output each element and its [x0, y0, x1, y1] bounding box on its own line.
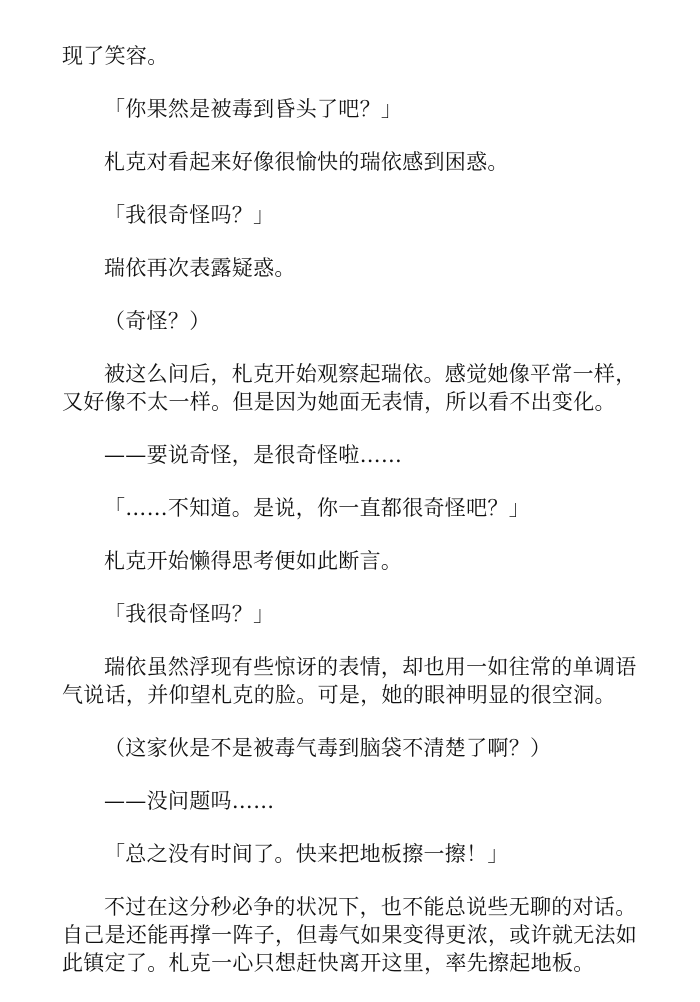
paragraph: 「……不知道。是说，你一直都很奇怪吧？」 — [104, 496, 530, 520]
paragraph: 被这么问后，札克开始观察起瑞依。感觉她像平常一样，又好像不太一样。但是因为她面无表情，所以看不出变化。 — [62, 362, 637, 414]
paragraph: ——要说奇怪，是很奇怪啦…… — [104, 443, 403, 467]
paragraph: 「总之没有时间了。快来把地板擦一擦！」 — [104, 842, 509, 866]
paragraph: ——没问题吗…… — [104, 789, 275, 813]
paragraph: 不过在这分秒必争的状况下，也不能总说些无聊的对话。自己是还能再撑一阵子，但毒气如果变得更浓，或许就无法如此镇定了。札克一心只想赶快离开这里，率先擦起地板。 — [62, 895, 638, 975]
paragraph: 「我很奇怪吗？」 — [104, 203, 275, 227]
paragraph: （这家伙是不是被毒气毒到脑袋不清楚了啊？） — [104, 736, 552, 760]
paragraph: 札克开始懒得思考便如此断言。 — [104, 549, 403, 573]
paragraph: 瑞依虽然浮现有些惊讶的表情，却也用一如往常的单调语气说话，并仰望札克的脸。可是，她的眼神明显的很空洞。 — [62, 655, 637, 707]
paragraph: 札克对看起来好像很愉快的瑞依感到困惑。 — [104, 150, 509, 174]
paragraph: 瑞依再次表露疑惑。 — [104, 256, 296, 280]
paragraph: 「你果然是被毒到昏头了吧？」 — [104, 97, 403, 121]
paragraph: 现了笑容。 — [62, 44, 169, 68]
paragraph: （奇怪？） — [104, 309, 211, 333]
paragraph: 「我很奇怪吗？」 — [104, 602, 275, 626]
document-body — [62, 42, 642, 1002]
